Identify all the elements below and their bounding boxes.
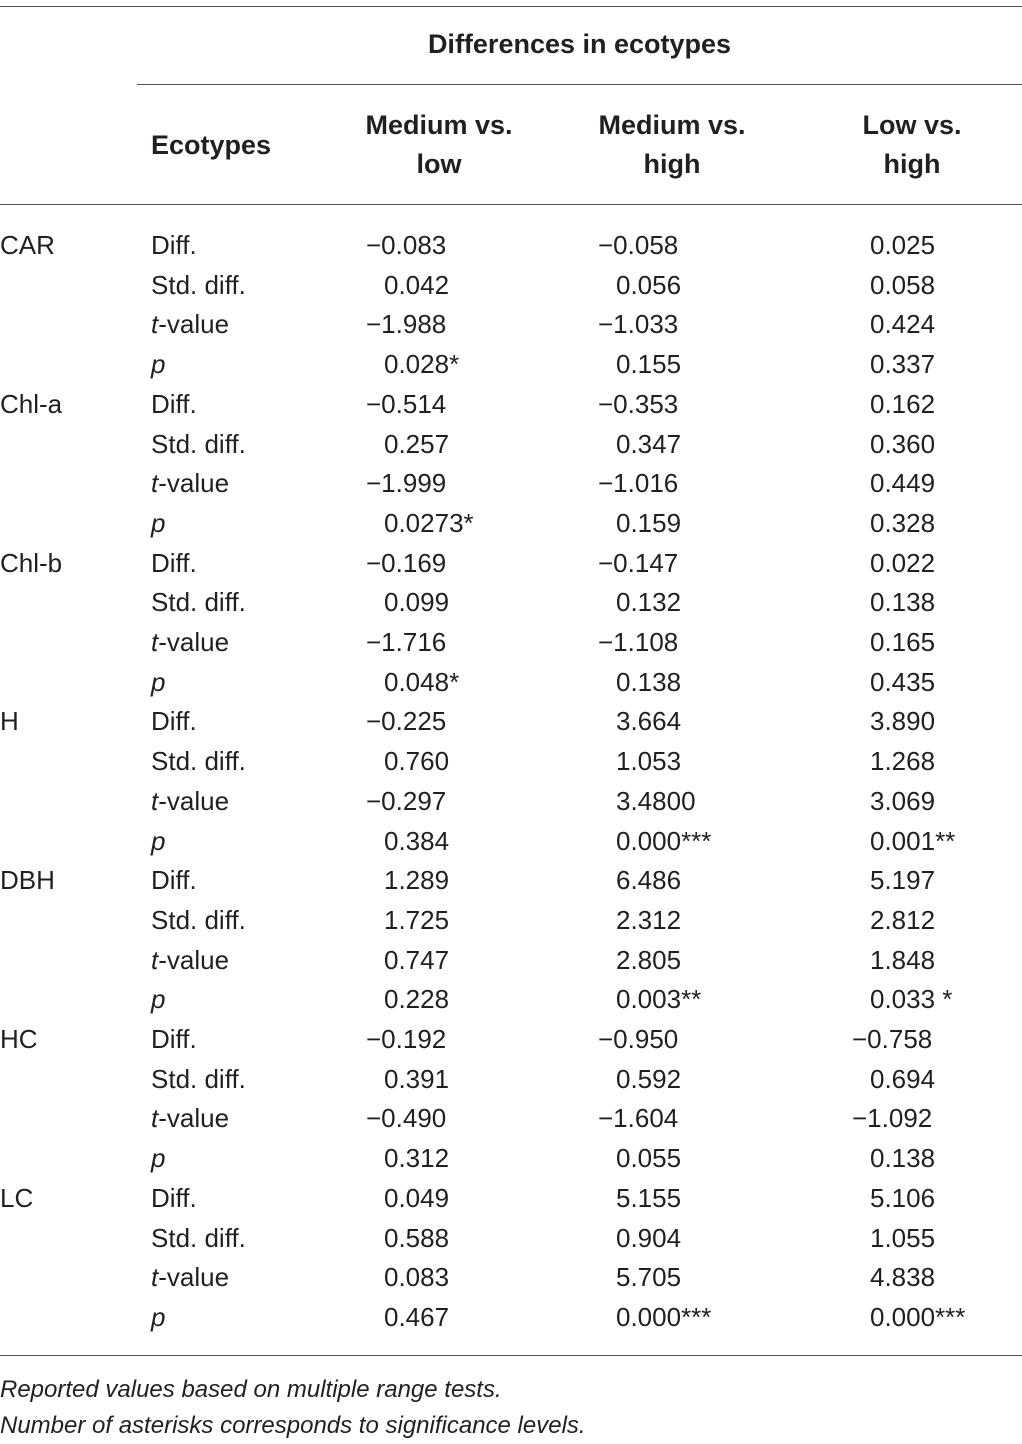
table-cell: 0.033 *	[870, 984, 953, 1014]
stat-label-t-rest: -value	[158, 309, 230, 339]
table-cell: 0.058	[870, 270, 936, 300]
table-cell: −0.147	[598, 548, 679, 578]
stat-label-t-letter: t	[151, 468, 159, 498]
table-cell: −1.016	[598, 468, 679, 498]
stat-label-p: p	[151, 349, 166, 379]
table-cell: 6.486	[616, 865, 682, 895]
stat-label-std: Std. diff.	[151, 746, 246, 776]
stat-label-diff: Diff.	[151, 706, 197, 736]
table-cell: 2.812	[870, 905, 936, 935]
table-cell: 0.155	[616, 349, 682, 379]
col-header-medium-vs-high	[572, 106, 772, 184]
stat-label-t-rest: -value	[158, 786, 230, 816]
stat-label-std: Std. diff.	[151, 905, 246, 935]
table-cell: 0.083	[384, 1262, 450, 1292]
table-cell: −0.058	[598, 230, 679, 260]
table-cell: −1.092	[852, 1103, 933, 1133]
stat-label-std: Std. diff.	[151, 1223, 246, 1253]
table-cell: 0.337	[870, 349, 936, 379]
table-cell: −1.999	[366, 468, 447, 498]
stat-label-p: p	[151, 508, 166, 538]
col-header-medium-vs-high-line1: Medium vs.	[598, 110, 746, 140]
col-header-low-vs-high	[812, 106, 1012, 184]
stat-label-diff: Diff.	[151, 1183, 197, 1213]
stat-label-std: Std. diff.	[151, 429, 246, 459]
spanner-rule	[137, 84, 1022, 85]
table-cell: 0.449	[870, 468, 936, 498]
stat-label-t-rest: -value	[158, 945, 230, 975]
stat-label-t-rest: -value	[158, 468, 230, 498]
table-cell: −0.353	[598, 389, 679, 419]
table-cell: 0.347	[616, 429, 682, 459]
table-cell: 0.424	[870, 309, 936, 339]
table-cell: 0.391	[384, 1064, 450, 1094]
table-cell: −1.033	[598, 309, 679, 339]
table-cell: 0.360	[870, 429, 936, 459]
table-cell: 0.025	[870, 230, 936, 260]
spanner-header: Differences in ecotypes	[427, 29, 732, 59]
stat-label-std: Std. diff.	[151, 1064, 246, 1094]
table-cell: 0.049	[384, 1183, 450, 1213]
table-cell: 0.228	[384, 984, 450, 1014]
table-cell: 5.155	[616, 1183, 682, 1213]
stat-label-t-letter: t	[151, 1103, 159, 1133]
table-cell: 1.268	[870, 746, 936, 776]
table-cell: 0.592	[616, 1064, 682, 1094]
table-cell: 0.312	[384, 1143, 450, 1173]
table-cell: 0.048*	[384, 667, 460, 697]
table-cell: 0.435	[870, 667, 936, 697]
stat-label-t-letter: t	[151, 627, 159, 657]
table-cell: 0.138	[870, 1143, 936, 1173]
stat-label-std: Std. diff.	[151, 270, 246, 300]
row-group-label: Chl-a	[0, 389, 63, 419]
table-cell: 5.197	[870, 865, 936, 895]
stat-label-p: p	[151, 1143, 166, 1173]
table-cell: 0.138	[870, 587, 936, 617]
stat-label-t-letter: t	[151, 945, 159, 975]
stat-label-t	[151, 788, 229, 814]
table-cell: 3.890	[870, 706, 936, 736]
stat-label-t	[151, 947, 229, 973]
table-cell: 4.838	[870, 1262, 936, 1292]
table-cell: −0.225	[366, 706, 447, 736]
table-cell: −0.083	[366, 230, 447, 260]
table-cell: −0.192	[366, 1024, 447, 1054]
row-group-label: H	[0, 706, 19, 736]
table-cell: 0.159	[616, 508, 682, 538]
table-cell: 0.588	[384, 1223, 450, 1253]
stat-label-diff: Diff.	[151, 230, 197, 260]
table-cell: 1.055	[870, 1223, 936, 1253]
table-cell: −0.514	[366, 389, 447, 419]
table-cell: −0.297	[366, 786, 447, 816]
table-cell: 1.289	[384, 865, 450, 895]
table-cell: 0.055	[616, 1143, 682, 1173]
table-cell: 0.162	[870, 389, 936, 419]
stat-label-t	[151, 1105, 229, 1131]
table-cell: 5.106	[870, 1183, 936, 1213]
table-cell: 0.056	[616, 270, 682, 300]
stat-label-t-letter: t	[151, 309, 159, 339]
stat-label-t-rest: -value	[158, 1262, 230, 1292]
table-cell: 0.099	[384, 587, 450, 617]
stat-label-t-rest: -value	[158, 627, 230, 657]
stat-label-t-rest: -value	[158, 1103, 230, 1133]
table-cell: 2.312	[616, 905, 682, 935]
stat-label-diff: Diff.	[151, 865, 197, 895]
row-group-label: LC	[0, 1183, 34, 1213]
table-cell: 0.000***	[616, 1302, 712, 1332]
table-cell: −0.490	[366, 1103, 447, 1133]
col-header-ecotypes: Ecotypes	[151, 130, 272, 160]
table-cell: 0.000***	[870, 1302, 966, 1332]
stat-label-t	[151, 311, 229, 337]
table-cell: 0.384	[384, 826, 450, 856]
col-header-medium-vs-low	[339, 106, 539, 184]
table-cell: 0.132	[616, 587, 682, 617]
table-cell: 3.664	[616, 706, 682, 736]
table-cell: 1.053	[616, 746, 682, 776]
table-cell: 5.705	[616, 1262, 682, 1292]
table-cell: 0.001**	[870, 826, 956, 856]
col-header-low-vs-high-line2: high	[883, 149, 941, 179]
table-cell: 0.467	[384, 1302, 450, 1332]
stat-label-t	[151, 470, 229, 496]
table-cell: 2.805	[616, 945, 682, 975]
table-bottom-rule	[0, 1355, 1022, 1356]
table-cell: 0.694	[870, 1064, 936, 1094]
col-header-medium-vs-low-line2: low	[416, 149, 462, 179]
table-cell: −1.108	[598, 627, 679, 657]
table-cell: 0.000***	[616, 826, 712, 856]
table-cell: 3.069	[870, 786, 936, 816]
stat-label-diff: Diff.	[151, 389, 197, 419]
col-header-low-vs-high-line1: Low vs.	[862, 110, 962, 140]
row-group-label: DBH	[0, 865, 55, 895]
top-rule	[0, 6, 1022, 7]
row-group-label: HC	[0, 1024, 38, 1054]
col-header-medium-vs-high-line2: high	[643, 149, 701, 179]
table-cell: 0.042	[384, 270, 450, 300]
table-cell: 0.747	[384, 945, 450, 975]
stat-label-t	[151, 629, 229, 655]
table-cell: −0.758	[852, 1024, 933, 1054]
stat-label-t-letter: t	[151, 1262, 159, 1292]
table-cell: 0.257	[384, 429, 450, 459]
table-cell: 0.165	[870, 627, 936, 657]
table-cell: 0.003**	[616, 984, 702, 1014]
stat-label-p: p	[151, 826, 166, 856]
stat-label-t-letter: t	[151, 786, 159, 816]
table-cell: −1.988	[366, 309, 447, 339]
table-cell: −0.950	[598, 1024, 679, 1054]
stat-label-diff: Diff.	[151, 1024, 197, 1054]
table-cell: −1.716	[366, 627, 447, 657]
table-cell: 3.4800	[616, 786, 696, 816]
table-cell: 0.138	[616, 667, 682, 697]
stat-label-diff: Diff.	[151, 548, 197, 578]
table-cell: 0.028*	[384, 349, 460, 379]
stat-label-std: Std. diff.	[151, 587, 246, 617]
stat-label-p: p	[151, 667, 166, 697]
stat-label-p: p	[151, 1302, 166, 1332]
table-cell: 0.022	[870, 548, 936, 578]
table-cell: 1.848	[870, 945, 936, 975]
stat-label-t	[151, 1264, 229, 1290]
footnote-2: Number of asterisks corresponds to significance levels.	[0, 1412, 586, 1439]
table-cell: 0.0273*	[384, 508, 474, 538]
table-cell: 0.760	[384, 746, 450, 776]
row-group-label: Chl-b	[0, 548, 63, 578]
row-group-label: CAR	[0, 230, 55, 260]
table-cell: −0.169	[366, 548, 447, 578]
table-cell: −1.604	[598, 1103, 679, 1133]
header-bottom-rule	[0, 204, 1022, 205]
col-header-medium-vs-low-line1: Medium vs.	[365, 110, 513, 140]
table-cell: 1.725	[384, 905, 450, 935]
table-cell: 0.328	[870, 508, 936, 538]
table-cell: 0.904	[616, 1223, 682, 1253]
stat-label-p: p	[151, 984, 166, 1014]
footnote-1: Reported values based on multiple range tests.	[0, 1376, 502, 1403]
